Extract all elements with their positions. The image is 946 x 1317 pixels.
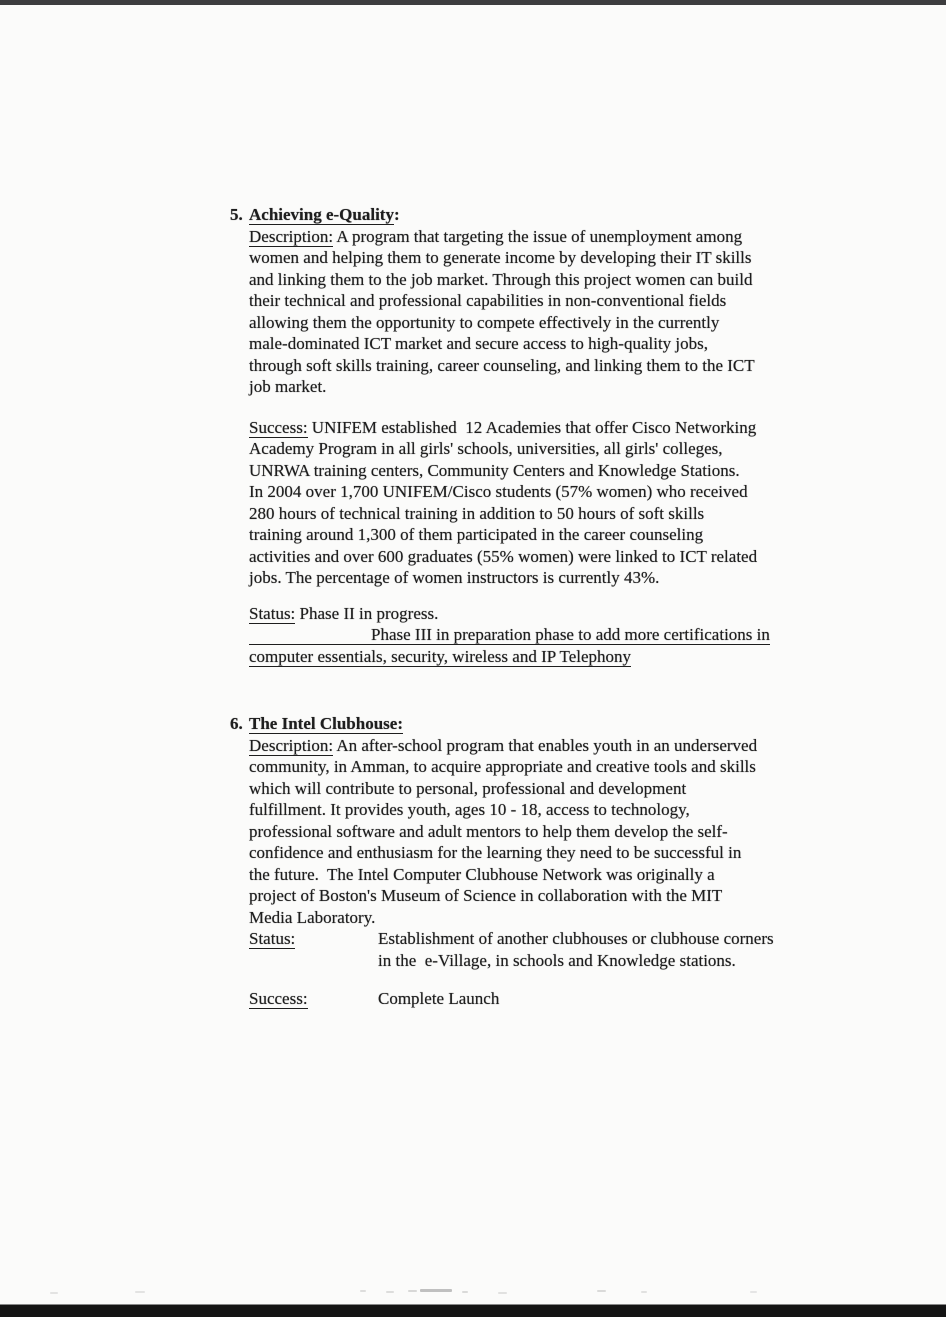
scan-smudge bbox=[641, 1291, 647, 1293]
text-segment: through soft skills training, career counseling, and linking them to the ICT bbox=[249, 355, 755, 375]
text-segment: allowing them the opportunity to compete effectively in the currently bbox=[249, 312, 720, 332]
text-line bbox=[249, 864, 889, 886]
text-line bbox=[249, 269, 889, 291]
text-segment: UNIFEM established 12 Academies that offer Cisco Networking bbox=[307, 417, 757, 437]
text-segment: An after-school program that enables youth in an underserved bbox=[333, 735, 758, 755]
text-segment: and linking them to the job market. Through this project women can build bbox=[249, 269, 753, 289]
text-segment: Phase II in progress. bbox=[295, 603, 439, 623]
scan-smudge bbox=[597, 1290, 606, 1292]
text-segment: job market. bbox=[249, 377, 327, 396]
text-segment: activities and over 600 graduates (55% women) were linked to ICT related bbox=[249, 546, 758, 566]
text-segment: Media Laboratory. bbox=[249, 907, 376, 927]
section-title: The Intel Clubhouse: bbox=[249, 714, 403, 733]
text-line bbox=[249, 503, 889, 525]
text-line bbox=[249, 885, 889, 907]
text-segment: training around 1,300 of them participated in the career counseling bbox=[249, 525, 704, 544]
text-line bbox=[249, 624, 889, 646]
scan-smudge bbox=[462, 1291, 468, 1293]
text-line bbox=[249, 567, 889, 589]
text-segment: In 2004 over 1,700 UNIFEM/Cisco students (57% women) who received bbox=[249, 482, 748, 501]
scan-smudge bbox=[360, 1290, 366, 1292]
text-segment: fulfillment. It provides youth, ages 10 - 18, access to technology, bbox=[249, 800, 690, 819]
description-block bbox=[249, 735, 889, 929]
section-heading bbox=[230, 713, 889, 735]
text-line bbox=[249, 988, 889, 1010]
text-segment: jobs. The percentage of women instructors is currently 43%. bbox=[249, 568, 660, 587]
text-segment: confidence and enthusiasm for the learning they need to be successful in bbox=[249, 843, 742, 862]
document-content bbox=[230, 204, 889, 1010]
text-line bbox=[249, 376, 889, 398]
text-line bbox=[249, 226, 889, 248]
text-segment: UNRWA training centers, Community Centers and Knowledge Stations. bbox=[249, 460, 740, 480]
scan-smudge bbox=[408, 1290, 417, 1292]
success-block bbox=[249, 988, 889, 1010]
text-segment: A program that targeting the issue of unemployment among bbox=[333, 226, 743, 246]
text-line bbox=[249, 524, 889, 546]
text-segment: their technical and professional capabilities in non-conventional fields bbox=[249, 291, 727, 310]
text-line bbox=[249, 756, 889, 778]
description-block bbox=[249, 226, 889, 398]
text-segment: Phase III in preparation phase to add more certifications in bbox=[371, 625, 770, 644]
text-segment: Establishment of another clubhouses or clubhouse corners bbox=[378, 929, 774, 948]
text-line bbox=[249, 247, 889, 269]
text-line bbox=[249, 735, 889, 757]
label-column bbox=[249, 988, 378, 1010]
text-line bbox=[249, 481, 889, 503]
field-label: Success: bbox=[249, 417, 308, 437]
field-label: Description: bbox=[249, 735, 334, 755]
tab-spacer bbox=[249, 954, 378, 970]
status-block bbox=[249, 928, 889, 971]
text-segment: community, in Amman, to acquire appropriate and creative tools and skills bbox=[249, 757, 756, 776]
section-heading bbox=[230, 204, 889, 226]
text-line bbox=[249, 603, 889, 625]
text-line bbox=[249, 438, 889, 460]
field-label: Success: bbox=[249, 989, 308, 1008]
section-achieving-e-quality bbox=[230, 204, 889, 667]
text-segment: computer essentials, security, wireless and IP Telephony bbox=[249, 646, 632, 666]
text-segment: in the e-Village, in schools and Knowledge stations. bbox=[378, 950, 736, 970]
text-segment: professional software and adult mentors to help them develop the self- bbox=[249, 821, 728, 841]
text-line bbox=[249, 907, 889, 929]
scan-smudge bbox=[498, 1292, 507, 1294]
field-label: Description: bbox=[249, 226, 334, 246]
scan-bottom-edge bbox=[0, 1304, 946, 1317]
text-segment: Academy Program in all girls' schools, universities, all girls' colleges, bbox=[249, 439, 723, 458]
text-segment: 280 hours of technical training in addition to 50 hours of soft skills bbox=[249, 503, 705, 523]
scan-smudge bbox=[50, 1292, 58, 1294]
text-line bbox=[249, 821, 889, 843]
label-column bbox=[249, 928, 378, 950]
section-number: 5. bbox=[230, 205, 243, 224]
section-number: 6. bbox=[230, 714, 243, 733]
text-segment: project of Boston's Museum of Science in collaboration with the MIT bbox=[249, 886, 723, 905]
text-line bbox=[249, 799, 889, 821]
section-title: Achieving e-Quality bbox=[249, 205, 394, 224]
text-segment: Complete Launch bbox=[378, 989, 500, 1008]
text-line bbox=[249, 460, 889, 482]
text-segment: women and helping them to generate income by developing their IT skills bbox=[249, 248, 752, 267]
text-segment: which will contribute to personal, professional and development bbox=[249, 778, 687, 798]
field-label: Status: bbox=[249, 603, 296, 623]
scan-top-edge bbox=[0, 0, 946, 5]
text-line bbox=[249, 646, 889, 668]
text-line bbox=[249, 333, 889, 355]
section-intel-clubhouse bbox=[230, 713, 889, 1010]
text-line bbox=[249, 546, 889, 568]
field-label: Status: bbox=[249, 929, 296, 948]
text-line bbox=[249, 778, 889, 800]
text-line bbox=[249, 355, 889, 377]
text-line bbox=[249, 928, 889, 950]
text-line bbox=[249, 842, 889, 864]
scan-smudge bbox=[750, 1291, 757, 1293]
text-line bbox=[249, 417, 889, 439]
success-block bbox=[249, 417, 889, 589]
scan-smudge bbox=[420, 1289, 452, 1292]
status-block bbox=[249, 603, 889, 668]
section-title: : bbox=[393, 205, 400, 224]
text-line bbox=[249, 950, 889, 972]
text-line bbox=[249, 290, 889, 312]
tab-spacer bbox=[249, 629, 371, 645]
scan-smudge bbox=[135, 1291, 145, 1293]
text-line bbox=[249, 312, 889, 334]
scan-smudge bbox=[386, 1291, 394, 1293]
text-segment: male-dominated ICT market and secure access to high-quality jobs, bbox=[249, 334, 709, 353]
text-segment: the future. The Intel Computer Clubhouse Network was originally a bbox=[249, 864, 715, 884]
